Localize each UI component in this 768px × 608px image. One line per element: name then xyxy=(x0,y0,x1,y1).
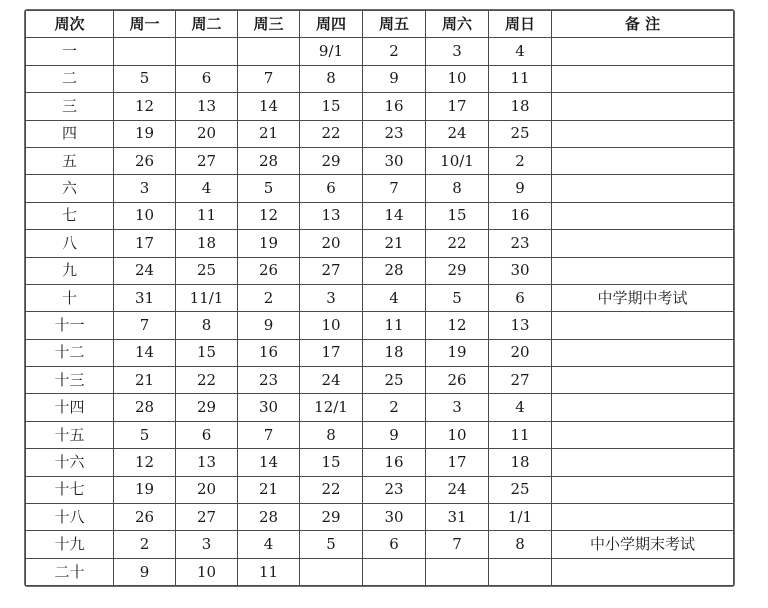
header-sun: 周日 xyxy=(489,11,552,38)
header-mon: 周一 xyxy=(114,11,176,38)
day-cell-fri: 11 xyxy=(363,312,426,339)
day-cell-wed: 11 xyxy=(238,558,300,585)
day-cell-sun: 27 xyxy=(489,367,552,394)
day-cell-wed: 28 xyxy=(238,504,300,531)
day-cell-tue: 18 xyxy=(176,230,238,257)
day-cell-tue: 10 xyxy=(176,558,238,585)
day-cell-tue: 15 xyxy=(176,339,238,366)
day-cell-fri: 7 xyxy=(363,175,426,202)
day-cell-fri: 23 xyxy=(363,476,426,503)
day-cell-thu: 9/1 xyxy=(300,38,363,65)
day-cell-fri: 30 xyxy=(363,147,426,174)
day-cell-thu: 6 xyxy=(300,175,363,202)
day-cell-sun: 18 xyxy=(489,93,552,120)
day-cell-wed: 7 xyxy=(238,421,300,448)
note-cell xyxy=(552,476,734,503)
day-cell-sun: 6 xyxy=(489,284,552,311)
note-cell: 中学期中考试 xyxy=(552,284,734,311)
note-cell xyxy=(552,367,734,394)
table-row xyxy=(26,120,734,147)
day-cell-sun: 11 xyxy=(489,65,552,92)
note-cell xyxy=(552,421,734,448)
day-cell-sat: 5 xyxy=(426,284,489,311)
note-cell xyxy=(552,449,734,476)
day-cell-wed: 30 xyxy=(238,394,300,421)
table-row xyxy=(26,449,734,476)
week-number-cell: 五 xyxy=(26,147,114,174)
week-number-cell: 二 xyxy=(26,65,114,92)
day-cell-mon: 2 xyxy=(114,531,176,558)
day-cell-thu: 8 xyxy=(300,421,363,448)
day-cell-wed: 2 xyxy=(238,284,300,311)
day-cell-sat: 12 xyxy=(426,312,489,339)
week-number-cell: 十四 xyxy=(26,394,114,421)
day-cell-wed: 26 xyxy=(238,257,300,284)
day-cell-sat xyxy=(426,558,489,585)
day-cell-thu: 29 xyxy=(300,147,363,174)
day-cell-sun: 4 xyxy=(489,394,552,421)
day-cell-tue: 8 xyxy=(176,312,238,339)
day-cell-sun: 20 xyxy=(489,339,552,366)
header-row xyxy=(26,11,734,38)
day-cell-mon: 12 xyxy=(114,93,176,120)
day-cell-fri: 16 xyxy=(363,449,426,476)
table-row xyxy=(26,257,734,284)
day-cell-thu: 24 xyxy=(300,367,363,394)
day-cell-sun: 9 xyxy=(489,175,552,202)
day-cell-sat: 3 xyxy=(426,38,489,65)
day-cell-thu: 8 xyxy=(300,65,363,92)
day-cell-mon: 26 xyxy=(114,504,176,531)
header-fri: 周五 xyxy=(363,11,426,38)
table-row xyxy=(26,421,734,448)
week-number-cell: 九 xyxy=(26,257,114,284)
day-cell-sat: 17 xyxy=(426,449,489,476)
day-cell-fri xyxy=(363,558,426,585)
day-cell-wed xyxy=(238,38,300,65)
week-number-cell: 四 xyxy=(26,120,114,147)
week-number-cell: 八 xyxy=(26,230,114,257)
week-number-cell: 七 xyxy=(26,202,114,229)
day-cell-mon: 21 xyxy=(114,367,176,394)
day-cell-sat: 24 xyxy=(426,120,489,147)
week-number-cell: 十八 xyxy=(26,504,114,531)
day-cell-wed: 9 xyxy=(238,312,300,339)
day-cell-mon: 5 xyxy=(114,65,176,92)
day-cell-tue xyxy=(176,38,238,65)
day-cell-mon: 26 xyxy=(114,147,176,174)
day-cell-mon: 9 xyxy=(114,558,176,585)
week-number-cell: 十六 xyxy=(26,449,114,476)
table-row xyxy=(26,93,734,120)
day-cell-mon: 24 xyxy=(114,257,176,284)
note-cell xyxy=(552,147,734,174)
day-cell-wed: 21 xyxy=(238,476,300,503)
header-tue: 周二 xyxy=(176,11,238,38)
day-cell-sat: 19 xyxy=(426,339,489,366)
note-cell xyxy=(552,394,734,421)
day-cell-wed: 23 xyxy=(238,367,300,394)
day-cell-thu: 15 xyxy=(300,93,363,120)
week-number-cell: 十 xyxy=(26,284,114,311)
day-cell-thu: 15 xyxy=(300,449,363,476)
day-cell-sun: 1/1 xyxy=(489,504,552,531)
week-number-cell: 三 xyxy=(26,93,114,120)
day-cell-wed: 12 xyxy=(238,202,300,229)
table-row xyxy=(26,504,734,531)
day-cell-tue: 20 xyxy=(176,120,238,147)
day-cell-thu: 22 xyxy=(300,120,363,147)
table-row xyxy=(26,312,734,339)
day-cell-sat: 7 xyxy=(426,531,489,558)
day-cell-thu: 27 xyxy=(300,257,363,284)
note-cell xyxy=(552,504,734,531)
day-cell-thu: 22 xyxy=(300,476,363,503)
day-cell-tue: 20 xyxy=(176,476,238,503)
day-cell-mon: 3 xyxy=(114,175,176,202)
day-cell-thu: 13 xyxy=(300,202,363,229)
day-cell-thu: 10 xyxy=(300,312,363,339)
day-cell-wed: 19 xyxy=(238,230,300,257)
note-cell xyxy=(552,312,734,339)
day-cell-fri: 18 xyxy=(363,339,426,366)
day-cell-wed: 4 xyxy=(238,531,300,558)
day-cell-thu: 29 xyxy=(300,504,363,531)
day-cell-sun: 2 xyxy=(489,147,552,174)
week-number-cell: 十五 xyxy=(26,421,114,448)
note-cell xyxy=(552,38,734,65)
day-cell-tue: 6 xyxy=(176,65,238,92)
day-cell-sun xyxy=(489,558,552,585)
week-number-cell: 一 xyxy=(26,38,114,65)
day-cell-sat: 29 xyxy=(426,257,489,284)
day-cell-tue: 6 xyxy=(176,421,238,448)
day-cell-tue: 27 xyxy=(176,504,238,531)
note-cell xyxy=(552,558,734,585)
day-cell-tue: 4 xyxy=(176,175,238,202)
day-cell-mon: 28 xyxy=(114,394,176,421)
day-cell-tue: 13 xyxy=(176,449,238,476)
day-cell-sat: 24 xyxy=(426,476,489,503)
week-number-cell: 十二 xyxy=(26,339,114,366)
table-row xyxy=(26,175,734,202)
day-cell-fri: 4 xyxy=(363,284,426,311)
day-cell-wed: 5 xyxy=(238,175,300,202)
table-row xyxy=(26,394,734,421)
day-cell-fri: 14 xyxy=(363,202,426,229)
day-cell-thu xyxy=(300,558,363,585)
day-cell-thu: 3 xyxy=(300,284,363,311)
day-cell-fri: 6 xyxy=(363,531,426,558)
note-cell: 中小学期末考试 xyxy=(552,531,734,558)
day-cell-mon: 14 xyxy=(114,339,176,366)
week-number-cell: 十九 xyxy=(26,531,114,558)
day-cell-thu: 20 xyxy=(300,230,363,257)
week-number-cell: 十三 xyxy=(26,367,114,394)
day-cell-sun: 4 xyxy=(489,38,552,65)
day-cell-fri: 28 xyxy=(363,257,426,284)
day-cell-sun: 18 xyxy=(489,449,552,476)
table-row xyxy=(26,65,734,92)
table-row xyxy=(26,38,734,65)
note-cell xyxy=(552,339,734,366)
day-cell-thu: 17 xyxy=(300,339,363,366)
day-cell-wed: 21 xyxy=(238,120,300,147)
day-cell-wed: 7 xyxy=(238,65,300,92)
day-cell-sat: 26 xyxy=(426,367,489,394)
day-cell-tue: 3 xyxy=(176,531,238,558)
day-cell-wed: 14 xyxy=(238,449,300,476)
note-cell xyxy=(552,120,734,147)
day-cell-mon: 12 xyxy=(114,449,176,476)
day-cell-tue: 29 xyxy=(176,394,238,421)
day-cell-fri: 23 xyxy=(363,120,426,147)
week-number-cell: 六 xyxy=(26,175,114,202)
day-cell-sat: 17 xyxy=(426,93,489,120)
day-cell-mon xyxy=(114,38,176,65)
day-cell-wed: 14 xyxy=(238,93,300,120)
day-cell-sun: 30 xyxy=(489,257,552,284)
day-cell-fri: 30 xyxy=(363,504,426,531)
table-row xyxy=(26,558,734,585)
header-sat: 周六 xyxy=(426,11,489,38)
day-cell-tue: 22 xyxy=(176,367,238,394)
note-cell xyxy=(552,230,734,257)
day-cell-mon: 7 xyxy=(114,312,176,339)
day-cell-mon: 31 xyxy=(114,284,176,311)
day-cell-sat: 8 xyxy=(426,175,489,202)
table-row xyxy=(26,476,734,503)
table-row xyxy=(26,202,734,229)
day-cell-mon: 5 xyxy=(114,421,176,448)
day-cell-sat: 10/1 xyxy=(426,147,489,174)
day-cell-sat: 3 xyxy=(426,394,489,421)
day-cell-sun: 23 xyxy=(489,230,552,257)
day-cell-fri: 21 xyxy=(363,230,426,257)
day-cell-thu: 5 xyxy=(300,531,363,558)
week-number-cell: 二十 xyxy=(26,558,114,585)
day-cell-sat: 10 xyxy=(426,65,489,92)
day-cell-wed: 16 xyxy=(238,339,300,366)
note-cell xyxy=(552,202,734,229)
day-cell-sat: 15 xyxy=(426,202,489,229)
table-row xyxy=(26,147,734,174)
day-cell-sun: 16 xyxy=(489,202,552,229)
header-thu: 周四 xyxy=(300,11,363,38)
header-wed: 周三 xyxy=(238,11,300,38)
day-cell-sat: 10 xyxy=(426,421,489,448)
school-calendar-table xyxy=(25,10,734,586)
day-cell-tue: 11/1 xyxy=(176,284,238,311)
day-cell-sat: 31 xyxy=(426,504,489,531)
week-number-cell: 十七 xyxy=(26,476,114,503)
table-row xyxy=(26,339,734,366)
day-cell-fri: 2 xyxy=(363,394,426,421)
day-cell-wed: 28 xyxy=(238,147,300,174)
header-notes: 备 注 xyxy=(552,11,734,38)
calendar-body xyxy=(26,38,734,586)
day-cell-tue: 13 xyxy=(176,93,238,120)
week-number-cell: 十一 xyxy=(26,312,114,339)
day-cell-thu: 12/1 xyxy=(300,394,363,421)
day-cell-fri: 25 xyxy=(363,367,426,394)
day-cell-mon: 17 xyxy=(114,230,176,257)
day-cell-sun: 25 xyxy=(489,476,552,503)
day-cell-sun: 8 xyxy=(489,531,552,558)
day-cell-sun: 25 xyxy=(489,120,552,147)
note-cell xyxy=(552,93,734,120)
day-cell-mon: 19 xyxy=(114,120,176,147)
day-cell-fri: 9 xyxy=(363,65,426,92)
table-row xyxy=(26,531,734,558)
note-cell xyxy=(552,175,734,202)
note-cell xyxy=(552,65,734,92)
day-cell-tue: 27 xyxy=(176,147,238,174)
day-cell-mon: 10 xyxy=(114,202,176,229)
day-cell-fri: 2 xyxy=(363,38,426,65)
day-cell-tue: 25 xyxy=(176,257,238,284)
table-row xyxy=(26,284,734,311)
day-cell-fri: 9 xyxy=(363,421,426,448)
header-week: 周次 xyxy=(26,11,114,38)
day-cell-sun: 13 xyxy=(489,312,552,339)
day-cell-mon: 19 xyxy=(114,476,176,503)
table-row xyxy=(26,367,734,394)
day-cell-tue: 11 xyxy=(176,202,238,229)
day-cell-sat: 22 xyxy=(426,230,489,257)
note-cell xyxy=(552,257,734,284)
day-cell-fri: 16 xyxy=(363,93,426,120)
table-row xyxy=(26,230,734,257)
day-cell-sun: 11 xyxy=(489,421,552,448)
